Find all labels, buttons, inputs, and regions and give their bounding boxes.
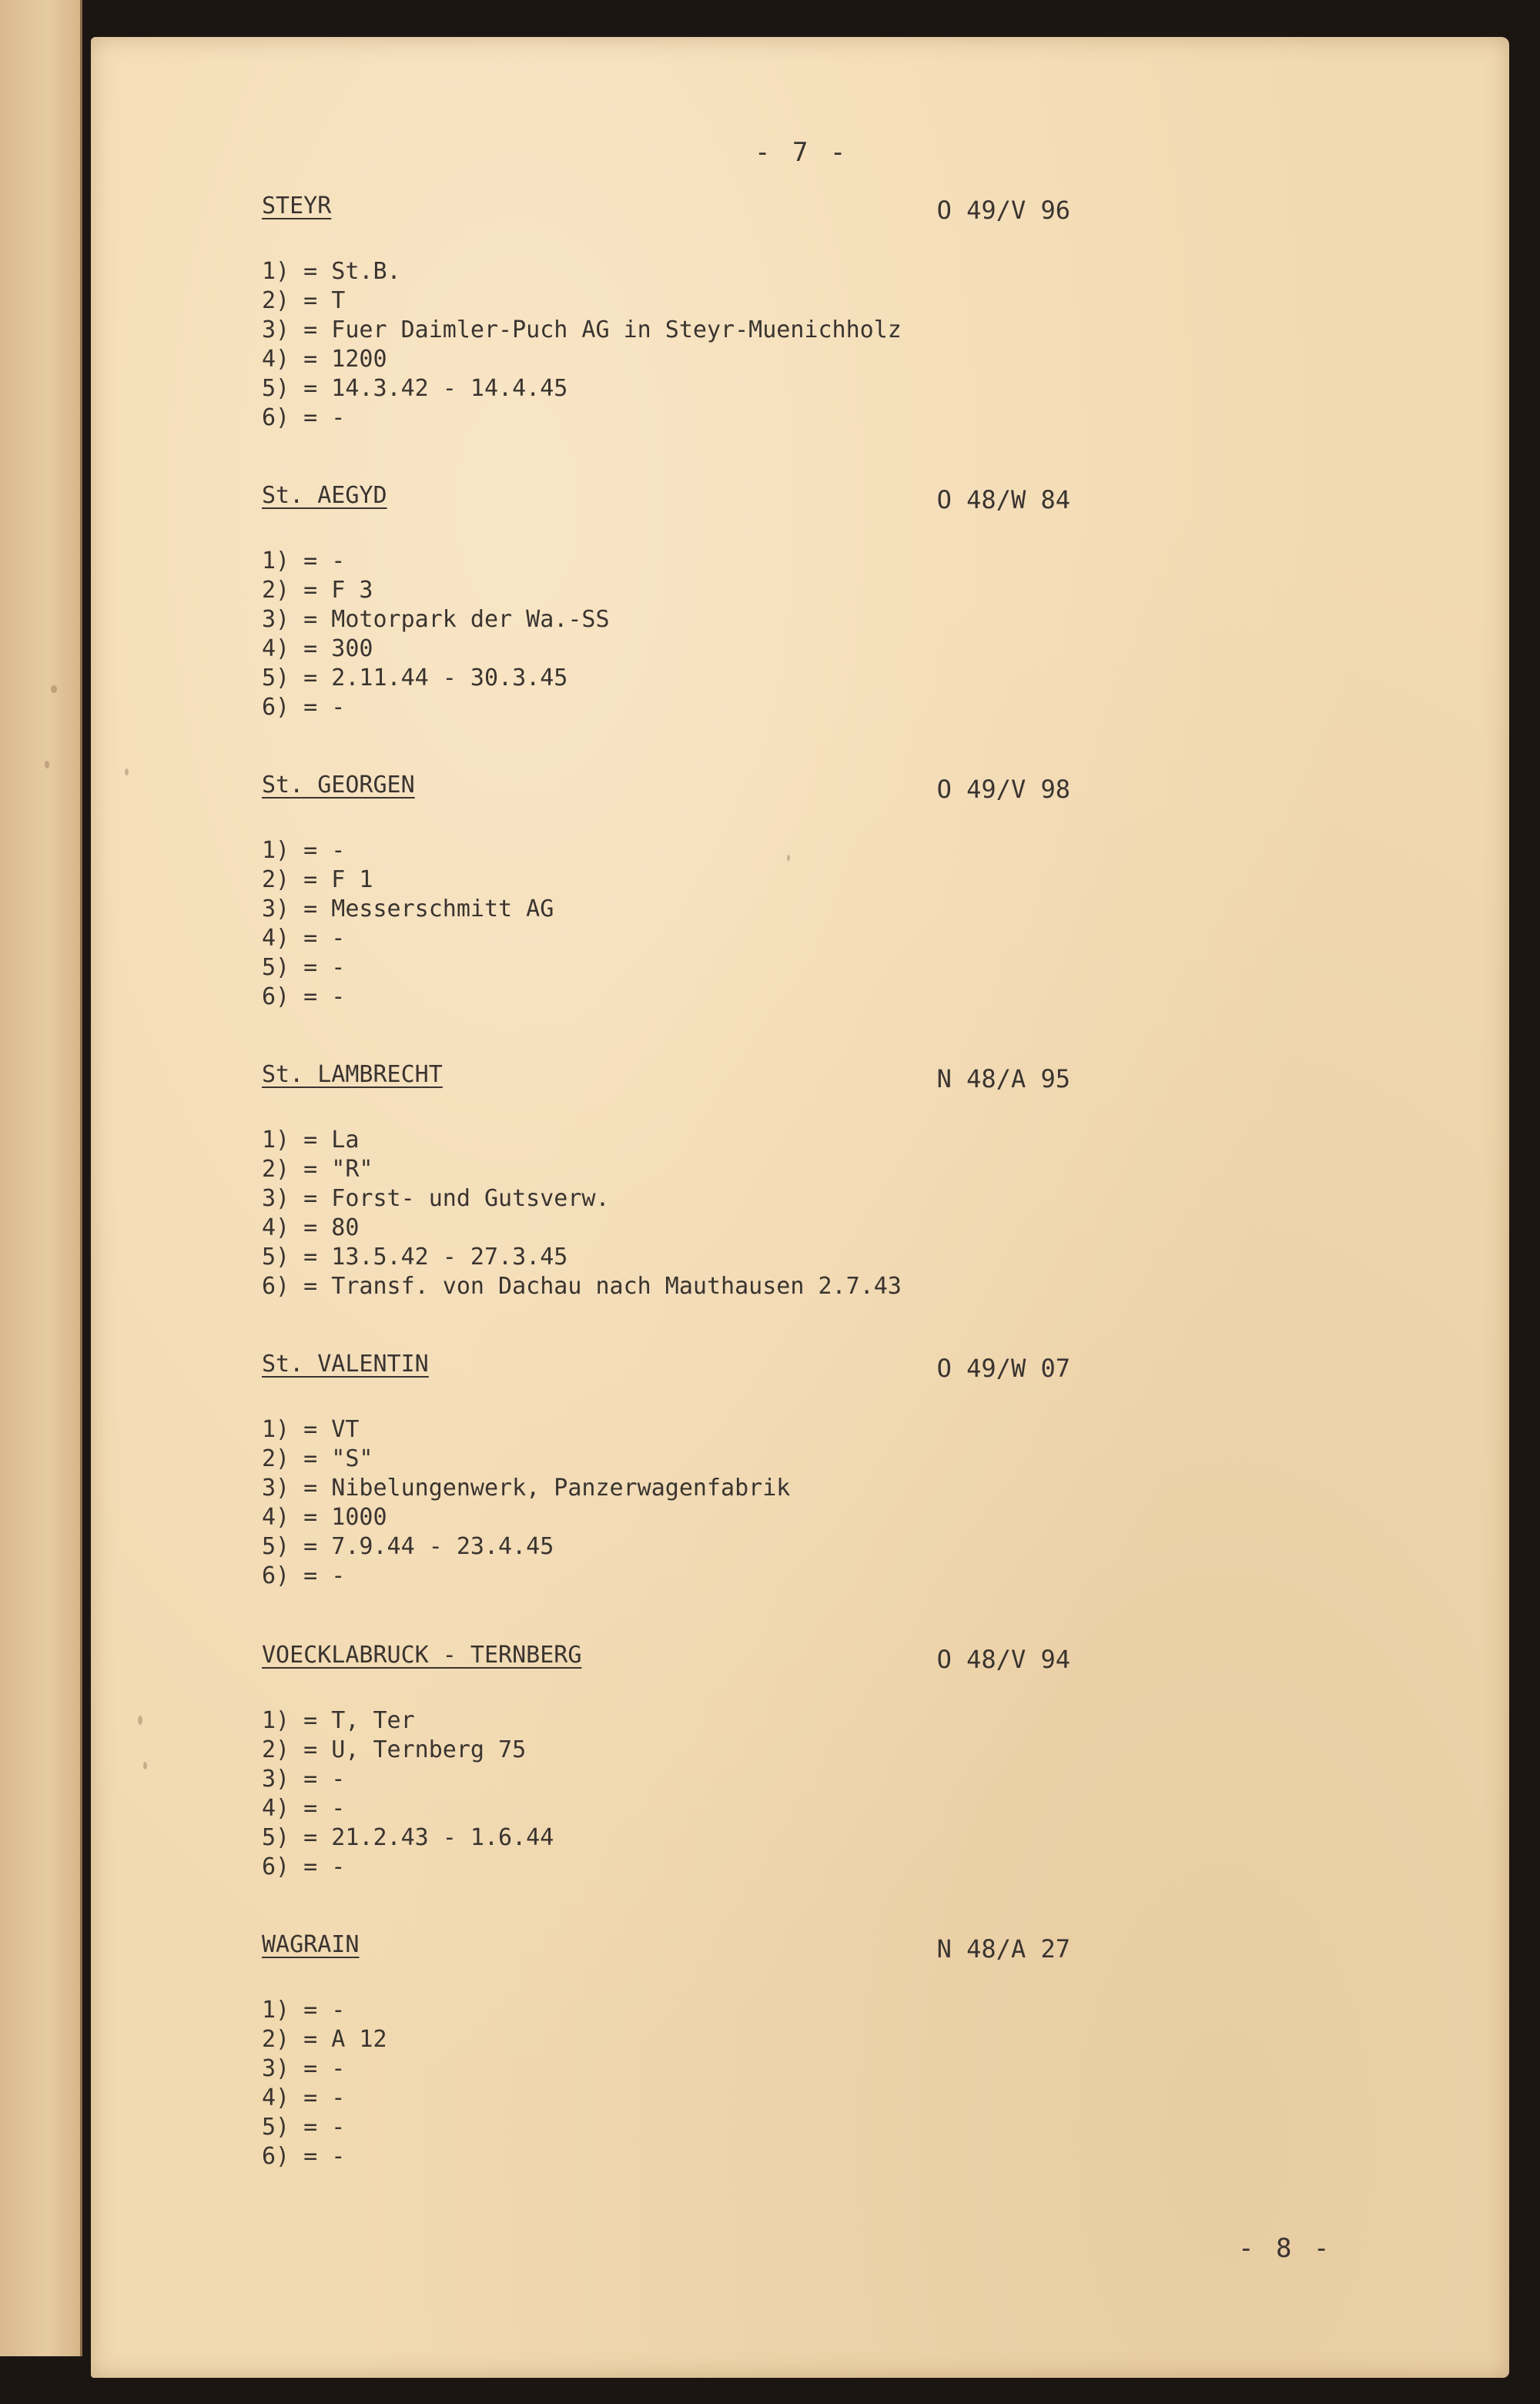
entry-coord: O 49/V 98 <box>936 775 1070 804</box>
entry-line: 6) = - <box>262 404 346 431</box>
paper-stain <box>51 685 57 693</box>
entry-steyr <box>262 193 1070 433</box>
entry-line: 6) = - <box>262 1562 346 1589</box>
entry-name: WAGRAIN <box>262 1931 360 1958</box>
entry-line: 3) = - <box>262 1766 346 1793</box>
entry-line: 5) = - <box>262 2114 346 2141</box>
facing-page-edge <box>0 0 82 2356</box>
page-number-top: - 7 - <box>755 137 849 168</box>
entry-line: 6) = - <box>262 694 346 721</box>
entry-name: St. LAMBRECHT <box>262 1061 443 1088</box>
entry-line: 2) = F 3 <box>262 577 373 604</box>
entry-line: 3) = Messerschmitt AG <box>262 896 554 922</box>
entry-wagrain <box>262 1931 1070 2171</box>
entry-name: VOECKLABRUCK - TERNBERG <box>262 1642 582 1669</box>
entry-line: 3) = Fuer Daimler-Puch AG in Steyr-Muenichholz <box>262 316 902 343</box>
paper-stain <box>125 768 129 775</box>
entry-name: St. GEORGEN <box>262 772 415 799</box>
entry-line: 3) = Nibelungenwerk, Panzerwagenfabrik <box>262 1475 791 1502</box>
entry-line: 3) = - <box>262 2055 346 2082</box>
entry-line: 3) = Forst- und Gutsverw. <box>262 1185 610 1212</box>
entry-coord: O 49/V 96 <box>936 196 1070 225</box>
entry-line: 4) = 300 <box>262 635 373 662</box>
entry-coord: O 48/V 94 <box>936 1645 1070 1674</box>
entry-line: 6) = - <box>262 1853 346 1880</box>
entry-line: 2) = "R" <box>262 1156 373 1183</box>
entry-name: St. AEGYD <box>262 482 387 509</box>
entry-line: 2) = T <box>262 287 346 314</box>
entry-coord: O 48/W 84 <box>936 485 1070 514</box>
entry-line: 1) = T, Ter <box>262 1707 415 1734</box>
entry-line: 5) = 13.5.42 - 27.3.45 <box>262 1244 568 1271</box>
paper-stain <box>138 1716 142 1725</box>
entry-line: 1) = La <box>262 1127 360 1153</box>
entry-coord: O 49/W 07 <box>936 1354 1070 1383</box>
entry-line: 2) = U, Ternberg 75 <box>262 1736 527 1763</box>
entry-line: 6) = - <box>262 2143 346 2170</box>
entry-coord: N 48/A 27 <box>936 1934 1070 1964</box>
entry-line: 6) = Transf. von Dachau nach Mauthausen 2.7.43 <box>262 1273 902 1300</box>
entry-line: 4) = - <box>262 1795 346 1822</box>
entry-line: 4) = 1200 <box>262 346 387 373</box>
page-number-bottom: - 8 - <box>1238 2233 1333 2264</box>
entry-line: 2) = F 1 <box>262 866 373 893</box>
entry-st-lambrecht <box>262 1061 1070 1301</box>
entry-line: 2) = A 12 <box>262 2026 387 2053</box>
entry-line: 1) = - <box>262 1997 346 2024</box>
entry-st-aegyd <box>262 482 1070 722</box>
entry-line: 1) = VT <box>262 1416 360 1443</box>
entry-line: 5) = 7.9.44 - 23.4.45 <box>262 1533 554 1560</box>
entry-st-georgen <box>262 772 1070 1012</box>
entry-line: 4) = 1000 <box>262 1504 387 1531</box>
entry-line: 5) = 14.3.42 - 14.4.45 <box>262 375 568 402</box>
entry-line: 5) = 2.11.44 - 30.3.45 <box>262 665 568 691</box>
entry-line: 5) = 21.2.43 - 1.6.44 <box>262 1824 554 1851</box>
entry-line: 3) = Motorpark der Wa.-SS <box>262 606 610 633</box>
paper-stain <box>143 1762 147 1770</box>
entry-line: 1) = St.B. <box>262 258 401 285</box>
entry-line: 4) = - <box>262 925 346 952</box>
paper-stain <box>45 761 49 768</box>
entry-name: STEYR <box>262 193 332 219</box>
entry-line: 1) = - <box>262 547 346 574</box>
entry-coord: N 48/A 95 <box>936 1064 1070 1093</box>
entry-voecklabruck-ternberg <box>262 1642 1070 1882</box>
entry-line: 4) = - <box>262 2084 346 2111</box>
entry-line: 6) = - <box>262 983 346 1010</box>
entry-line: 2) = "S" <box>262 1445 373 1472</box>
entry-st-valentin <box>262 1351 1070 1591</box>
entry-line: 1) = - <box>262 837 346 864</box>
entry-name: St. VALENTIN <box>262 1351 429 1378</box>
entry-line: 4) = 80 <box>262 1214 360 1241</box>
entry-line: 5) = - <box>262 954 346 981</box>
